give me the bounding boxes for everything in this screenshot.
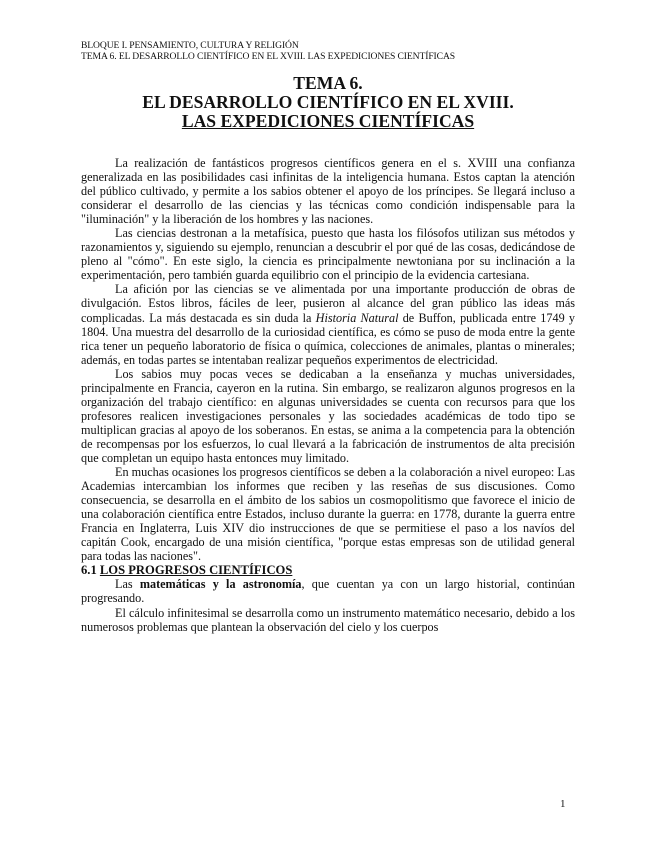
page-number: 1	[560, 798, 566, 810]
header-line-1: BLOQUE I. PENSAMIENTO, CULTURA Y RELIGIÓN	[81, 40, 299, 51]
document-body	[81, 156, 575, 634]
paragraph-7: El cálculo infinitesimal se desarrolla como un instrumento matemático necesario, debido a los numerosos problemas que plantean la observación del cielo y los cuerpos	[81, 605, 575, 634]
paragraph-5: En muchas ocasiones los progresos científicos se deben a la colaboración a nivel europeo: Las Academias intercambian los informes que reciben y las reseñas de sus discusiones. Como consecuencia, se desarrolla en el ámbito de los sabios un cosmopolitismo que favorece el inicio de una colaboración científica entre Estados, incluso durante la guerra: en 1778, durante la guerra entre Francia en Inglaterra, Luis XIV dio instrucciones de que se permitiese el paso a los navíos del capitán Cook, encargado de una misión científica, "porque estas empresas son de utilidad general para todas las naciones".	[81, 465, 575, 564]
paragraph-6-bold: matemáticas y la astronomía	[139, 577, 302, 592]
paragraph-3	[81, 282, 575, 366]
paragraph-1: La realización de fantásticos progresos científicos genera en el s. XVIII una confianza generalizada en las posibilidades casi infinitas de la inteligencia humana. Estos captan la atención del público cultivado, y permite a los sabios obtener el apoyo de los príncipes. Se llegará incluso a considerar el desarrollo de las ciencias y las técnicas como condición indispensable para la "iluminación" y la liberación de los hombres y las naciones.	[81, 156, 575, 227]
paragraph-3-text-a: La afición por las ciencias se ve alimentada por una importante producción de obras de divulgación. Estos libros, fáciles de leer, pusieron al alcance del gran público las ideas más complicadas. La más destacada es sin duda la	[81, 282, 575, 325]
title-line-3: LAS EXPEDICIONES CIENTÍFICAS	[181, 111, 475, 131]
document-title	[81, 74, 575, 131]
paragraph-3-text-b: de Buffon, publicada entre 1749 y 1804. Una muestra del desarrollo de la curiosidad científica, es cómo se puso de moda entre la gente rica tener un pequeño laboratorio de física o química, colecciones de animales, plantas o minerales; además, en todas partes se intentaban realizar pequeños experimentos de electricidad.	[81, 310, 576, 367]
section-number: 6.1	[81, 563, 100, 578]
section-title: LOS PROGRESOS CIENTÍFICOS	[99, 563, 293, 578]
section-heading	[81, 563, 575, 577]
paragraph-6-text-a: Las	[115, 577, 140, 592]
historia-natural-title: Historia Natural	[315, 310, 399, 325]
header-line-2: TEMA 6. EL DESARROLLO CIENTÍFICO EN EL XVIII. LAS EXPEDICIONES CIENTÍFICAS	[81, 51, 456, 62]
paragraph-6-text-b: , que cuentan ya con un largo historial, continúan progresando.	[81, 577, 576, 606]
running-header	[81, 40, 455, 62]
title-line-1: TEMA 6.	[293, 73, 363, 93]
paragraph-6	[81, 577, 575, 605]
paragraph-2: Las ciencias destronan a la metafísica, puesto que hasta los filósofos utilizan sus métodos y razonamientos y, siguiendo su ejemplo, renuncian a descubrir el por qué de las cosas, dedicándose de pleno al "cómo". En este siglo, la ciencia es principalmente newtoniana por su inclinación a la experimentación, pero también guarda equilibrio con el principio de la evidencia cartesiana.	[81, 226, 575, 283]
paragraph-4: Los sabios muy pocas veces se dedicaban a la enseñanza y muchas universidades, principalmente en Francia, cayeron en la rutina. Sin embargo, se realizaron algunos progresos en la organización del trabajo científico: en algunas universidades se cuenta con recursos para que los profesores realicen investigaciones personales y las sociedades académicas de todo tipo se multiplican gracias al apoyo de los soberanos. En estas, se anima a la competencia para la obtención de recompensas por los esfuerzos, lo cual llevará a la fabricación de instrumentos de alta precisión que completan un equipo hasta entonces muy limitado.	[81, 366, 575, 465]
title-line-2: EL DESARROLLO CIENTÍFICO EN EL XVIII.	[142, 92, 514, 112]
